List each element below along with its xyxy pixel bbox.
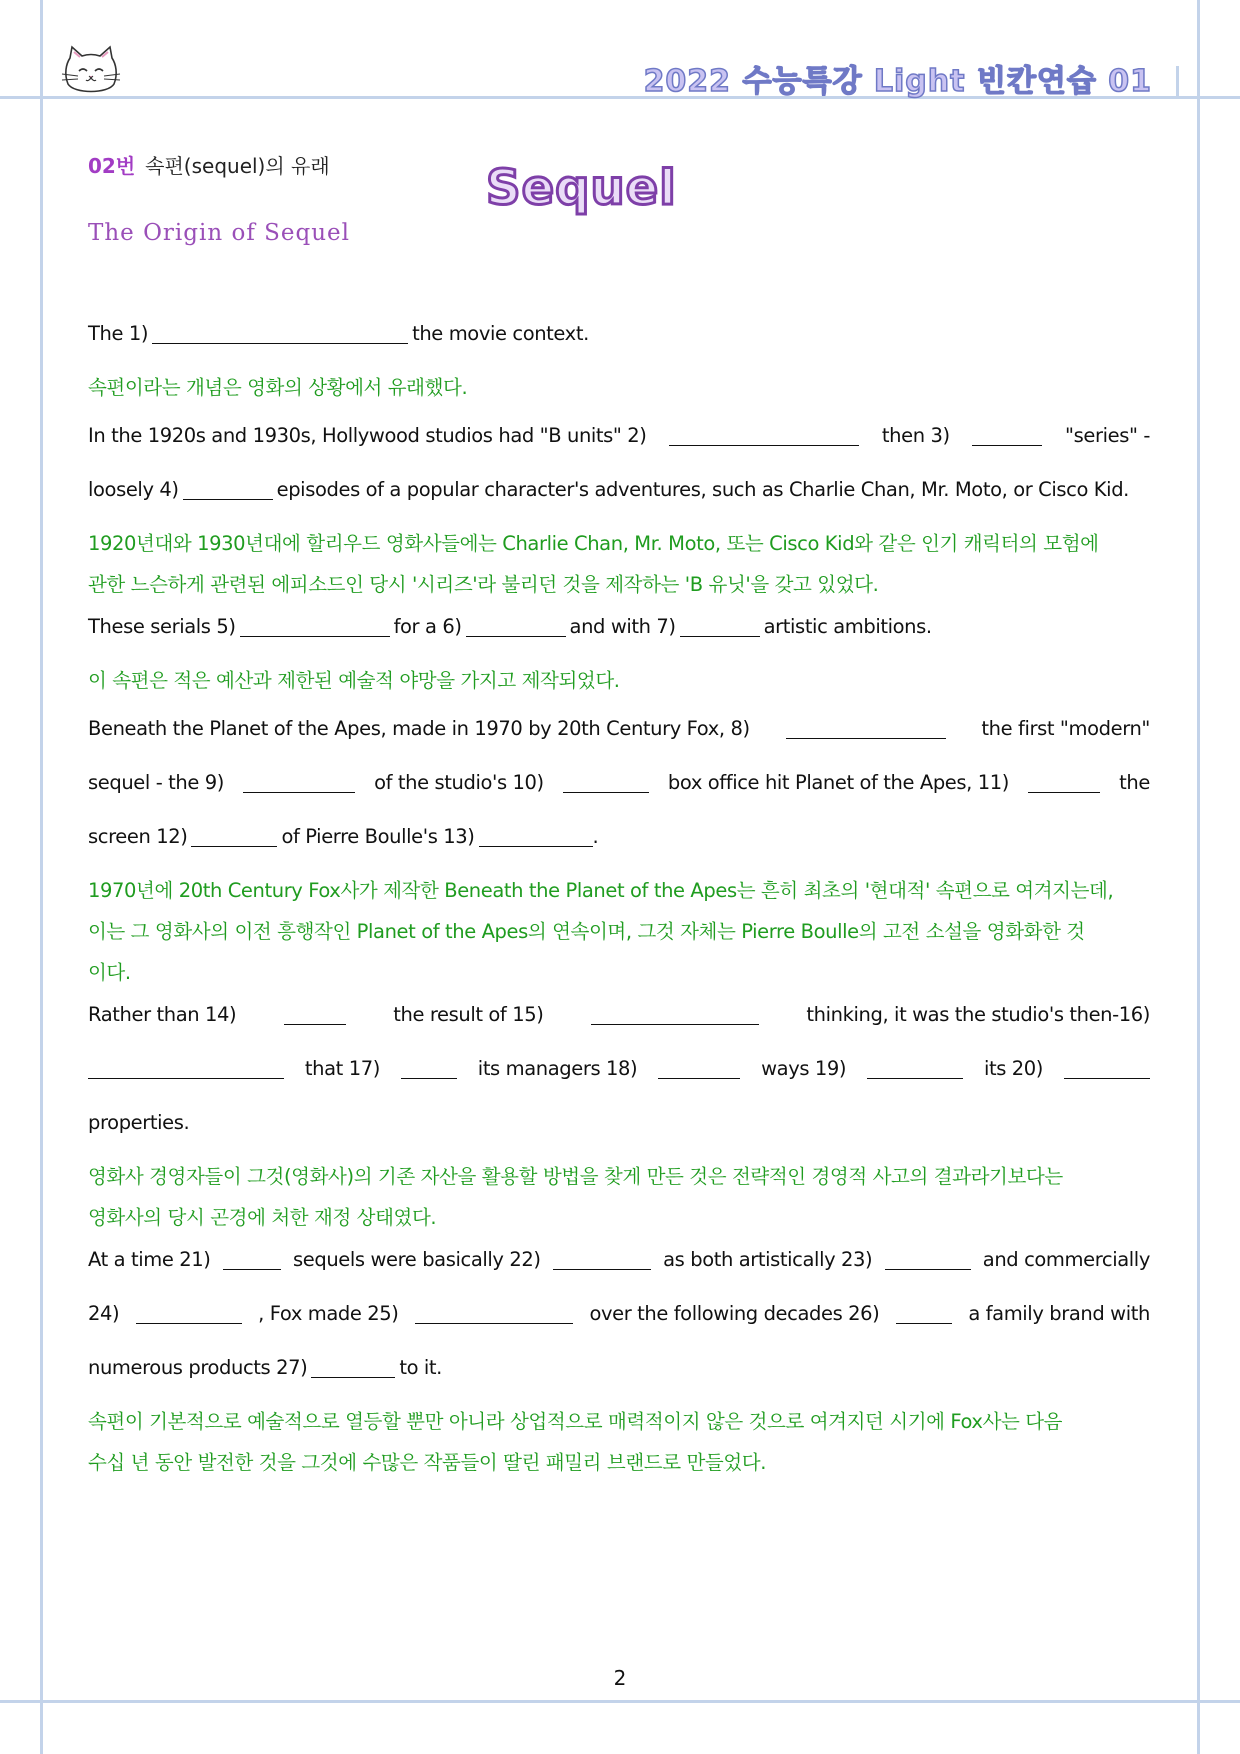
blank-11[interactable] — [1028, 765, 1100, 793]
frame-right-line — [1197, 0, 1200, 1754]
text-line: At a time 21) sequels were basically 22) as both artistically 23) and commercially — [88, 1242, 1150, 1296]
blank-15[interactable] — [591, 997, 759, 1025]
section-heading — [88, 150, 330, 179]
blank-7[interactable] — [680, 609, 760, 637]
translation-line: 이 속편은 적은 예산과 제한된 예술적 야망을 가지고 제작되었다. — [88, 669, 620, 692]
header-title: 2022 수능특강 Light 빈칸연습 01 — [643, 64, 1152, 99]
blank-24[interactable] — [136, 1296, 242, 1324]
text-line: properties. — [88, 1111, 190, 1134]
blank-6[interactable] — [466, 609, 566, 637]
blank-18[interactable] — [658, 1051, 740, 1079]
text-line: sequel - the 9) of the studio's 10) box office hit Planet of the Apes, 11) the — [88, 765, 1150, 819]
translation-line: 수십 년 동안 발전한 것을 그것에 수많은 작품들이 딸린 패밀리 브랜드로 만들었다. — [88, 1451, 767, 1474]
section-number: 02번 — [88, 154, 136, 178]
frame-left-line — [40, 0, 43, 1754]
translation-line: 1970년에 20th Century Fox사가 제작한 Beneath the Planet of the Apes는 흔히 최초의 '현대적' 속편으로 여겨지는데, — [88, 879, 1114, 902]
frame-tick — [40, 60, 43, 100]
text-line: loosely 4) episodes of a popular character's adventures, such as Charlie Chan, Mr. Moto, or Cisco Kid. — [88, 472, 1150, 526]
translation-line: 이다. — [88, 961, 131, 984]
text-line: screen 12) of Pierre Boulle's 13) . — [88, 819, 1150, 873]
translation-line: 1920년대와 1930년대에 할리우드 영화사들에는 Charlie Chan, Mr. Moto, 또는 Cisco Kid와 같은 인기 캐릭터의 모험에 — [88, 532, 1099, 555]
blank-8[interactable] — [786, 711, 946, 739]
frame-tick — [1176, 66, 1179, 96]
blank-10[interactable] — [563, 765, 649, 793]
translation-line: 관한 느슨하게 관련된 에피소드인 당시 '시리즈'라 불리던 것을 제작하는 'B 유닛'을 갖고 있었다. — [88, 573, 879, 596]
blank-23[interactable] — [885, 1242, 971, 1270]
section-title: 속편(sequel)의 유래 — [145, 154, 330, 178]
blank-1[interactable] — [152, 316, 408, 344]
blank-17[interactable] — [401, 1051, 457, 1079]
blank-13[interactable] — [479, 819, 593, 847]
blank-12[interactable] — [191, 819, 277, 847]
subtitle: The Origin of Sequel — [88, 220, 351, 246]
big-title-word: Sequel — [486, 160, 677, 216]
blank-4[interactable] — [183, 472, 273, 500]
blank-16[interactable] — [88, 1051, 284, 1079]
blank-3[interactable] — [972, 418, 1042, 446]
worksheet-body — [88, 316, 1150, 1487]
frame-bottom-line — [0, 1700, 1240, 1703]
text-line: 24) , Fox made 25) over the following decades 26) a family brand with — [88, 1296, 1150, 1350]
blank-27[interactable] — [311, 1350, 395, 1378]
text-line: The 1) the movie context. — [88, 316, 1150, 370]
text-line: numerous products 27) to it. — [88, 1350, 1150, 1404]
text-line: Beneath the Planet of the Apes, made in 1970 by 20th Century Fox, 8) the first "modern" — [88, 711, 1150, 765]
text-line: Rather than 14) the result of 15) thinking, it was the studio's then-16) — [88, 997, 1150, 1051]
translation-line: 속편이 기본적으로 예술적으로 열등할 뿐만 아니라 상업적으로 매력적이지 않은 것으로 여겨지던 시기에 Fox사는 다음 — [88, 1410, 1063, 1433]
blank-2[interactable] — [669, 418, 859, 446]
translation-line: 영화사 경영자들이 그것(영화사)의 기존 자산을 활용할 방법을 찾게 만든 것은 전략적인 경영적 사고의 결과라기보다는 — [88, 1165, 1063, 1188]
translation-line: 속편이라는 개념은 영화의 상황에서 유래했다. — [88, 376, 468, 399]
text-line: In the 1920s and 1930s, Hollywood studios had "B units" 2) then 3) "series" - — [88, 418, 1150, 472]
blank-26[interactable] — [896, 1296, 952, 1324]
text-line: that 17) its managers 18) ways 19) its 20) — [88, 1051, 1150, 1105]
translation-line: 영화사의 당시 곤경에 처한 재정 상태였다. — [88, 1206, 437, 1229]
page-number: 2 — [613, 1666, 627, 1690]
blank-5[interactable] — [240, 609, 390, 637]
cat-icon — [60, 44, 122, 98]
blank-14[interactable] — [284, 997, 346, 1025]
blank-21[interactable] — [223, 1242, 281, 1270]
text-line: These serials 5) for a 6) and with 7) artistic ambitions. — [88, 609, 1150, 663]
blank-19[interactable] — [867, 1051, 963, 1079]
blank-25[interactable] — [415, 1296, 573, 1324]
blank-9[interactable] — [243, 765, 355, 793]
translation-line: 이는 그 영화사의 이전 흥행작인 Planet of the Apes의 연속이며, 그것 자체는 Pierre Boulle의 고전 소설을 영화화한 것 — [88, 920, 1085, 943]
blank-20[interactable] — [1064, 1051, 1150, 1079]
blank-22[interactable] — [553, 1242, 651, 1270]
